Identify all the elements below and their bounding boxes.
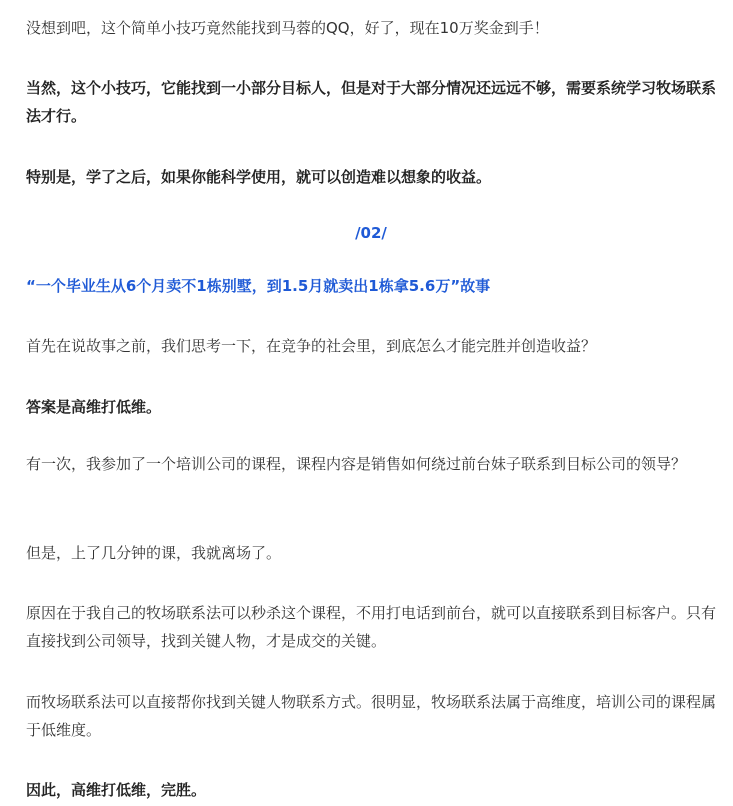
section-title: “一个毕业生从6个月卖不1栋别墅，到1.5月就卖出1栋拿5.6万”故事 [26, 277, 491, 295]
paragraph-story-2: 但是，上了几分钟的课，我就离场了。 [26, 544, 282, 562]
paragraph-story-4: 而牧场联系法可以直接帮你找到关键人物联系方式。很明显，牧场联系法属于高维度，培训公司的课程属于低维度。 [26, 693, 717, 739]
paragraph-story-1: 有一次，我参加了一个培训公司的课程，课程内容是销售如何绕过前台妹子联系到目标公司的领导？ [26, 455, 687, 473]
section-number: /02/ [355, 224, 387, 242]
paragraph-question: 首先在说故事之前，我们思考一下，在竞争的社会里，到底怎么才能完胜并创造收益？ [26, 337, 597, 355]
paragraph-story-3: 原因在于我自己的牧场联系法可以秒杀这个课程，不用打电话到前台，就可以直接联系到目标客户。只有直接找到公司领导，找到关键人物，才是成交的关键。 [26, 604, 717, 650]
paragraph-conclusion: 因此，高维打低维，完胜。 [26, 781, 207, 799]
paragraph-bold-1: 当然，这个小技巧，它能找到一小部分目标人，但是对于大部分情况还远远不够，需要系统学习牧场联系法才行。 [26, 79, 717, 125]
paragraph-bold-2: 特别是，学了之后，如果你能科学使用，就可以创造难以想象的收益。 [26, 168, 492, 186]
paragraph-intro: 没想到吧，这个简单小技巧竟然能找到马蓉的QQ，好了，现在10万奖金到手！ [26, 19, 549, 37]
paragraph-answer: 答案是高维打低维。 [26, 398, 162, 416]
